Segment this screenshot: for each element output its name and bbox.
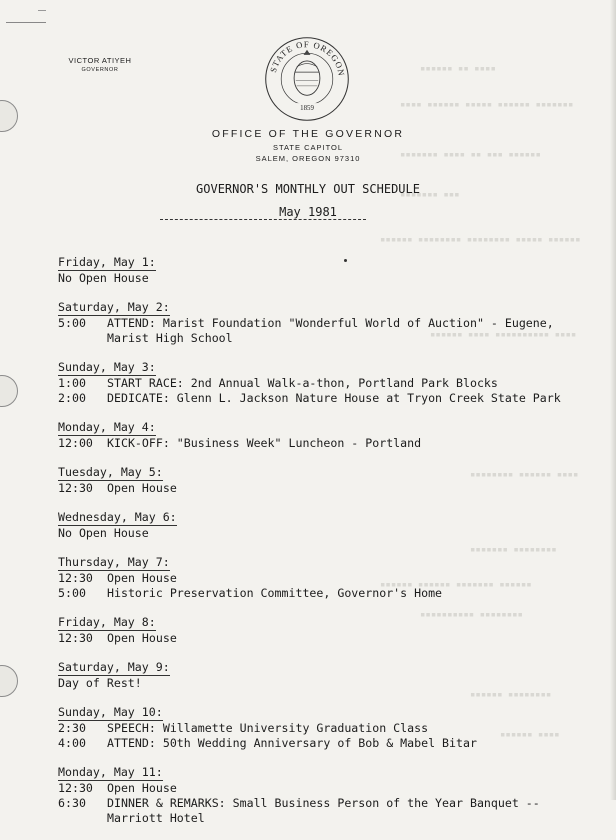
day-heading: Monday, May 4: [58, 420, 156, 434]
event-description: DEDICATE: Glenn L. Jackson Nature House at Tryon Creek State Park [107, 391, 561, 405]
day-entry [58, 765, 598, 826]
day-heading: Saturday, May 9: [58, 660, 170, 674]
day-heading: Saturday, May 2: [58, 300, 170, 314]
event-time: 12:30 [58, 571, 93, 585]
schedule-list [58, 255, 598, 840]
event-row [58, 376, 598, 391]
hole-punch [0, 665, 18, 697]
day-entry [58, 555, 598, 601]
event-time: 2:30 [58, 721, 86, 735]
seal-text: STATE OF OREGON [267, 39, 347, 78]
corner-mark [38, 10, 46, 11]
address-line-1: STATE CAPITOL [272, 143, 344, 152]
day-note: Day of Rest! [58, 676, 142, 690]
event-row [58, 781, 598, 796]
office-name: OFFICE OF THE GOVERNOR [211, 128, 405, 140]
event-time: 12:00 [58, 436, 93, 450]
day-entry [58, 615, 598, 646]
event-time: 1:00 [58, 376, 86, 390]
schedule-month: May 1981 [279, 205, 337, 219]
event-description: DINNER & REMARKS: Small Business Person of the Year Banquet -- Marriott Hotel [107, 796, 540, 825]
svg-text:STATE OF OREGON [268, 39, 347, 77]
event-time: 12:30 [58, 481, 93, 495]
event-row [58, 391, 598, 406]
event-time: 4:00 [58, 736, 86, 750]
event-description: Open House [107, 781, 177, 795]
day-heading: Sunday, May 10: [58, 705, 163, 719]
governor-name: VICTOR ATIYEH [68, 56, 132, 65]
event-description: SPEECH: Willamette University Graduation Class [107, 721, 429, 735]
dashed-divider [160, 219, 366, 220]
event-time: 5:00 [58, 586, 86, 600]
day-note: No Open House [58, 271, 149, 285]
day-entry [58, 255, 598, 286]
event-row [58, 436, 598, 451]
event-time: 5:00 [58, 316, 86, 330]
event-time: 12:30 [58, 781, 93, 795]
event-row [58, 316, 598, 346]
day-heading: Thursday, May 7: [58, 555, 170, 569]
event-description: Open House [107, 631, 177, 645]
corner-mark [6, 22, 46, 23]
document-page: ▪▪▪▪▪▪ ▪▪ ▪▪▪▪ ▪▪▪▪ ▪▪▪▪▪▪ ▪▪▪▪▪ ▪▪▪▪▪▪ ▪▪▪▪▪▪▪ ▪▪▪▪▪▪▪ ▪▪▪▪ ▪▪ ▪▪▪ ▪▪▪▪▪▪ ▪▪▪▪▪▪▪ ▪▪▪ ▪▪▪▪▪▪ ▪▪▪▪▪▪▪▪ ▪▪▪▪▪▪▪▪ ▪▪▪▪▪ ▪▪▪▪▪▪ ▪▪▪▪▪▪ ▪▪▪▪ ▪▪▪▪▪▪▪▪▪▪ ▪▪▪▪ ▪▪▪▪▪▪▪▪ ▪▪▪▪▪▪ ▪▪▪▪ ▪▪▪▪▪▪▪ ▪▪▪▪▪▪▪▪ ▪▪▪▪▪▪ ▪▪▪▪▪▪ ▪▪▪▪▪▪▪ ▪▪▪▪▪▪ ▪▪▪▪▪▪▪▪▪▪ ▪▪▪▪▪▪▪▪ ▪▪▪▪▪▪ ▪▪▪▪▪▪▪▪ ▪▪▪▪▪▪ ▪▪▪▪ VICTOR ATIYEH GOVERNOR STATE OF OREGON 1859 OFFICE OF THE GOVERNOR STATE CAPITOL SALEM, OREGON 97310 GOVERNOR'S MONTHLY OUT SCHEDULE May 1981 Friday, May 1: No Open House Saturday, May 2: 5:00 ATTEND: Marist Foundation "Wonderful World of Auction" - Eugene, Marist High School Sunday, May 3: 1:00 START RACE: 2nd Annual Walk-a-thon, Portland Park Blocks 2:00 DEDICATE: Glenn L. Jackson Nature House at Tryon Creek State Park Monday, May 4: 12:00 KICK-OFF: "Business Week" Luncheon - Portland Tuesday, May 5: 12:30 Open House Wednesday, May 6: No Open House Thursday, May 7: 12:30 Open House 5:00 Historic Preservation Committee, Governor's Home Friday, May 8: 12:30 Open House Saturday, May 9: Day of Rest! Sunday, May 10: 2:30 SPEECH: Willamette University Graduation Class 4:00 ATTEND: 50th Wedding Anniversary of Bob & Mabel Bitar Monday, May 11: 12:30 Open House 6:30 DINNER & REMARKS: Small Business Person of the Year Banquet -- Marriott Hotel [0, 0, 616, 800]
day-entry [58, 510, 598, 541]
event-description: ATTEND: Marist Foundation "Wonderful World of Auction" - Eugene, Marist High School [107, 316, 554, 345]
event-time: 12:30 [58, 631, 93, 645]
day-heading: Wednesday, May 6: [58, 510, 177, 524]
day-heading: Friday, May 8: [58, 615, 156, 629]
event-description: START RACE: 2nd Annual Walk-a-thon, Portland Park Blocks [107, 376, 498, 390]
office-heading [0, 128, 616, 163]
day-entry [58, 300, 598, 346]
event-time: 6:30 [58, 796, 86, 810]
event-description: Open House [107, 481, 177, 495]
governor-title: GOVERNOR [81, 67, 119, 73]
oregon-seal-icon [264, 36, 350, 122]
event-description: Historic Preservation Committee, Governor's Home [107, 586, 443, 600]
day-entry [58, 660, 598, 691]
day-heading: Tuesday, May 5: [58, 465, 163, 479]
schedule-title: GOVERNOR'S MONTHLY OUT SCHEDULE [196, 182, 420, 196]
event-row [58, 481, 598, 496]
day-heading: Sunday, May 3: [58, 360, 156, 374]
governor-name-block [60, 56, 140, 73]
day-note: No Open House [58, 526, 149, 540]
event-row [58, 586, 598, 601]
event-row [58, 796, 598, 826]
event-row [58, 721, 598, 736]
day-heading: Monday, May 11: [58, 765, 163, 779]
day-heading: Friday, May 1: [58, 255, 156, 269]
event-description: KICK-OFF: "Business Week" Luncheon - Portland [107, 436, 422, 450]
event-row [58, 736, 598, 751]
day-entry [58, 465, 598, 496]
day-entry [58, 420, 598, 451]
event-time: 2:00 [58, 391, 86, 405]
page-edge-shadow [610, 0, 616, 800]
address-line-2: SALEM, OREGON 97310 [255, 154, 361, 163]
day-entry [58, 705, 598, 751]
event-description: Open House [107, 571, 177, 585]
event-row [58, 631, 598, 646]
seal-year: 1859 [300, 104, 314, 112]
day-entry [58, 360, 598, 406]
hole-punch [0, 375, 18, 407]
event-description: ATTEND: 50th Wedding Anniversary of Bob & Mabel Bitar [107, 736, 477, 750]
event-row [58, 571, 598, 586]
